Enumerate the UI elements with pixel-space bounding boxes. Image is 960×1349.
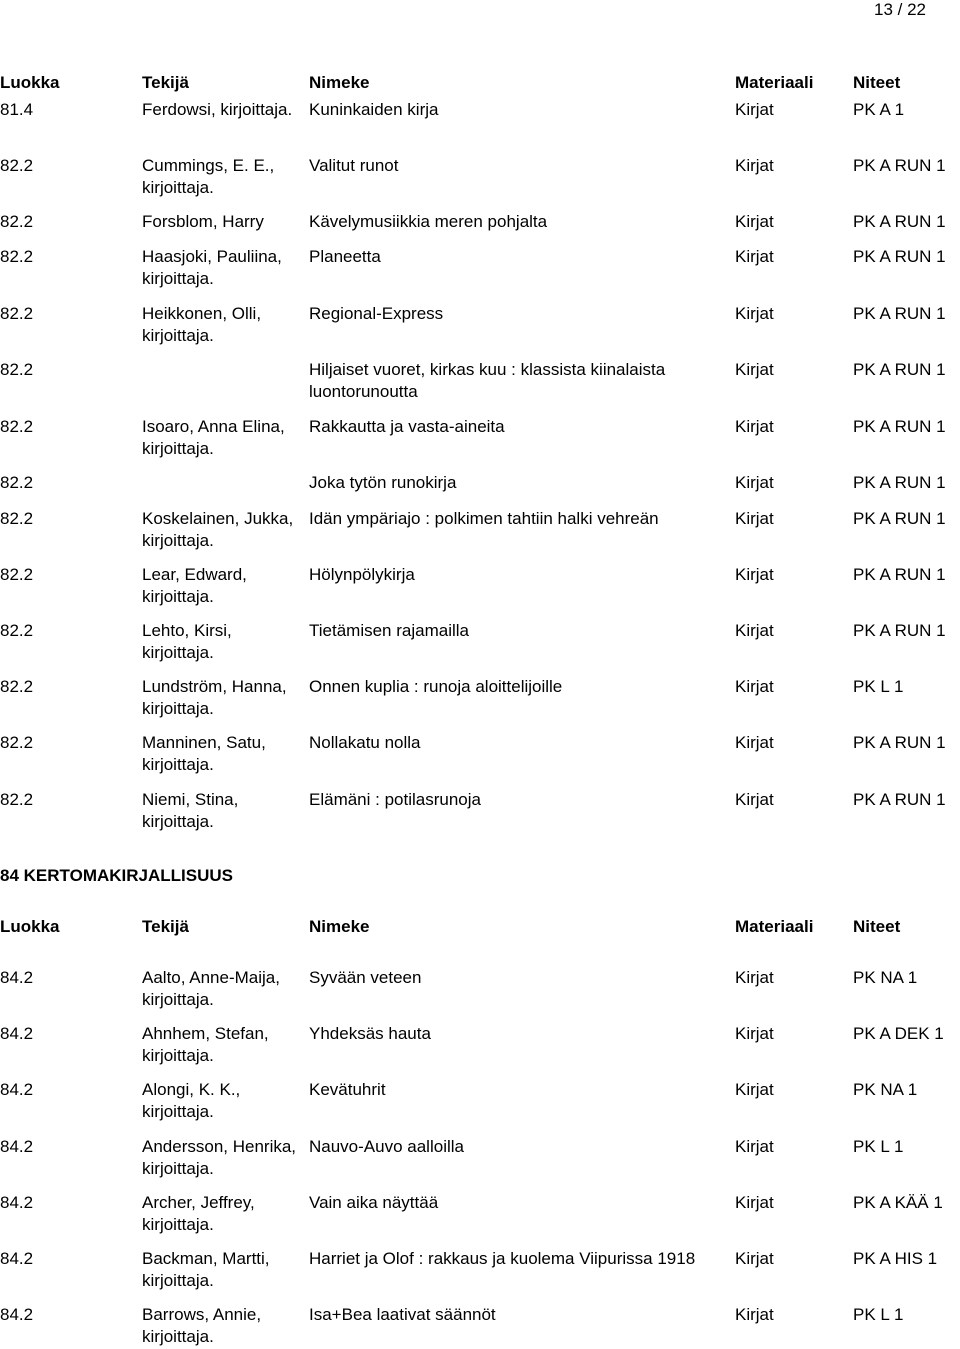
cell-materiaali: Kirjat — [735, 247, 774, 266]
cell-materiaali: Kirjat — [735, 1137, 774, 1156]
cell-niteet: PK L 1 — [853, 1305, 904, 1324]
cell-materiaali: Kirjat — [735, 473, 774, 492]
cell-luokka: 82.2 — [0, 509, 34, 528]
cell-luokka: 82.2 — [0, 621, 34, 640]
cell-niteet: PK A DEK 1 — [853, 1024, 944, 1043]
cell-niteet: PK A 1 — [853, 100, 905, 119]
cell-materiaali: Kirjat — [735, 565, 774, 584]
cell-materiaali: Kirjat — [735, 1080, 774, 1099]
header-niteet: Niteet — [853, 73, 901, 92]
cell-nimeke: Hölynpölykirja — [309, 565, 415, 584]
cell-niteet: PK A RUN 1 — [853, 733, 946, 752]
header-luokka: Luokka — [0, 917, 60, 936]
cell-niteet: PK A RUN 1 — [853, 212, 946, 231]
cell-luokka: 82.2 — [0, 417, 34, 436]
cell-tekija: Ferdowsi, kirjoittaja. — [142, 100, 293, 119]
cell-nimeke: Planeetta — [309, 247, 381, 266]
header-nimeke: Nimeke — [309, 73, 370, 92]
cell-nimeke: Harriet ja Olof : rakkaus ja kuolema Viipurissa 1918 — [309, 1249, 696, 1268]
cell-tekija: Ahnhem, Stefan, kirjoittaja. — [142, 1024, 269, 1065]
cell-nimeke: Kävelymusiikkia meren pohjalta — [309, 212, 548, 231]
cell-materiaali: Kirjat — [735, 1193, 774, 1212]
cell-tekija: Heikkonen, Olli, kirjoittaja. — [142, 304, 262, 345]
cell-materiaali: Kirjat — [735, 968, 774, 987]
cell-materiaali: Kirjat — [735, 100, 774, 119]
cell-luokka: 84.2 — [0, 968, 34, 987]
cell-niteet: PK A RUN 1 — [853, 360, 946, 379]
cell-nimeke: Valitut runot — [309, 156, 399, 175]
header-materiaali: Materiaali — [735, 917, 814, 936]
cell-tekija: Lundström, Hanna, kirjoittaja. — [142, 677, 287, 718]
cell-tekija: Andersson, Henrika, kirjoittaja. — [142, 1137, 297, 1178]
cell-materiaali: Kirjat — [735, 360, 774, 379]
cell-niteet: PK A RUN 1 — [853, 565, 946, 584]
cell-nimeke: Kevätuhrit — [309, 1080, 386, 1099]
cell-tekija: Aalto, Anne-Maija, kirjoittaja. — [142, 968, 280, 1009]
cell-nimeke: Hiljaiset vuoret, kirkas kuu : klassista kiinalaista luontorunoutta — [309, 360, 666, 401]
cell-luokka: 82.2 — [0, 360, 34, 379]
cell-nimeke: Nollakatu nolla — [309, 733, 421, 752]
cell-nimeke: Joka tytön runokirja — [309, 473, 457, 492]
cell-tekija: Lear, Edward, kirjoittaja. — [142, 565, 247, 606]
cell-luokka: 84.2 — [0, 1193, 34, 1212]
cell-luokka: 82.2 — [0, 304, 34, 323]
cell-tekija: Haasjoki, Pauliina, kirjoittaja. — [142, 247, 282, 288]
cell-luokka: 81.4 — [0, 100, 34, 119]
cell-nimeke: Rakkautta ja vasta-aineita — [309, 417, 505, 436]
cell-luokka: 84.2 — [0, 1080, 34, 1099]
cell-niteet: PK L 1 — [853, 677, 904, 696]
cell-tekija: Barrows, Annie, kirjoittaja. — [142, 1305, 262, 1346]
header-tekija: Tekijä — [142, 917, 189, 936]
cell-tekija: Alongi, K. K., kirjoittaja. — [142, 1080, 241, 1121]
cell-niteet: PK A RUN 1 — [853, 304, 946, 323]
cell-tekija: Niemi, Stina, kirjoittaja. — [142, 790, 239, 831]
cell-niteet: PK A HIS 1 — [853, 1249, 938, 1268]
cell-materiaali: Kirjat — [735, 1249, 774, 1268]
cell-materiaali: Kirjat — [735, 417, 774, 436]
cell-niteet: PK NA 1 — [853, 1080, 918, 1099]
cell-materiaali: Kirjat — [735, 1024, 774, 1043]
cell-luokka: 84.2 — [0, 1305, 34, 1324]
header-nimeke: Nimeke — [309, 917, 370, 936]
section-title: 84 KERTOMAKIRJALLISUUS — [0, 866, 233, 885]
cell-tekija: Manninen, Satu, kirjoittaja. — [142, 733, 266, 774]
cell-tekija: Koskelainen, Jukka, kirjoittaja. — [142, 509, 294, 550]
cell-luokka: 84.2 — [0, 1137, 34, 1156]
cell-niteet: PK L 1 — [853, 1137, 904, 1156]
cell-nimeke: Vain aika näyttää — [309, 1193, 439, 1212]
cell-tekija: Lehto, Kirsi, kirjoittaja. — [142, 621, 232, 662]
page-number: 13 / 22 — [874, 0, 926, 19]
cell-niteet: PK A RUN 1 — [853, 417, 946, 436]
cell-materiaali: Kirjat — [735, 621, 774, 640]
cell-tekija: Isoaro, Anna Elina, kirjoittaja. — [142, 417, 285, 458]
header-niteet: Niteet — [853, 917, 901, 936]
cell-luokka: 82.2 — [0, 247, 34, 266]
cell-materiaali: Kirjat — [735, 304, 774, 323]
cell-tekija: Backman, Martti, kirjoittaja. — [142, 1249, 270, 1290]
cell-materiaali: Kirjat — [735, 509, 774, 528]
cell-materiaali: Kirjat — [735, 212, 774, 231]
cell-materiaali: Kirjat — [735, 1305, 774, 1324]
cell-nimeke: Nauvo-Auvo aalloilla — [309, 1137, 464, 1156]
cell-tekija: Cummings, E. E., kirjoittaja. — [142, 156, 275, 197]
cell-luokka: 82.2 — [0, 733, 34, 752]
cell-nimeke: Tietämisen rajamailla — [309, 621, 469, 640]
cell-niteet: PK A RUN 1 — [853, 473, 946, 492]
cell-niteet: PK NA 1 — [853, 968, 918, 987]
cell-luokka: 84.2 — [0, 1024, 34, 1043]
cell-nimeke: Idän ympäriajo : polkimen tahtiin halki vehreän — [309, 509, 659, 528]
cell-luokka: 82.2 — [0, 677, 34, 696]
cell-nimeke: Onnen kuplia : runoja aloittelijoille — [309, 677, 563, 696]
cell-nimeke: Isa+Bea laativat säännöt — [309, 1305, 496, 1324]
header-materiaali: Materiaali — [735, 73, 814, 92]
cell-luokka: 82.2 — [0, 212, 34, 231]
cell-materiaali: Kirjat — [735, 790, 774, 809]
cell-materiaali: Kirjat — [735, 677, 774, 696]
header-tekija: Tekijä — [142, 73, 189, 92]
cell-luokka: 82.2 — [0, 565, 34, 584]
cell-tekija: Forsblom, Harry — [142, 212, 264, 231]
cell-luokka: 84.2 — [0, 1249, 34, 1268]
cell-nimeke: Yhdeksäs hauta — [309, 1024, 431, 1043]
cell-luokka: 82.2 — [0, 790, 34, 809]
cell-nimeke: Elämäni : potilasrunoja — [309, 790, 481, 809]
cell-nimeke: Syvään veteen — [309, 968, 422, 987]
cell-niteet: PK A RUN 1 — [853, 621, 946, 640]
header-luokka: Luokka — [0, 73, 60, 92]
cell-niteet: PK A KÄÄ 1 — [853, 1193, 943, 1212]
cell-niteet: PK A RUN 1 — [853, 247, 946, 266]
cell-niteet: PK A RUN 1 — [853, 156, 946, 175]
cell-tekija: Archer, Jeffrey, kirjoittaja. — [142, 1193, 255, 1234]
cell-materiaali: Kirjat — [735, 733, 774, 752]
cell-luokka: 82.2 — [0, 156, 34, 175]
cell-materiaali: Kirjat — [735, 156, 774, 175]
cell-niteet: PK A RUN 1 — [853, 509, 946, 528]
cell-nimeke: Regional-Express — [309, 304, 444, 323]
cell-niteet: PK A RUN 1 — [853, 790, 946, 809]
cell-luokka: 82.2 — [0, 473, 34, 492]
cell-nimeke: Kuninkaiden kirja — [309, 100, 439, 119]
